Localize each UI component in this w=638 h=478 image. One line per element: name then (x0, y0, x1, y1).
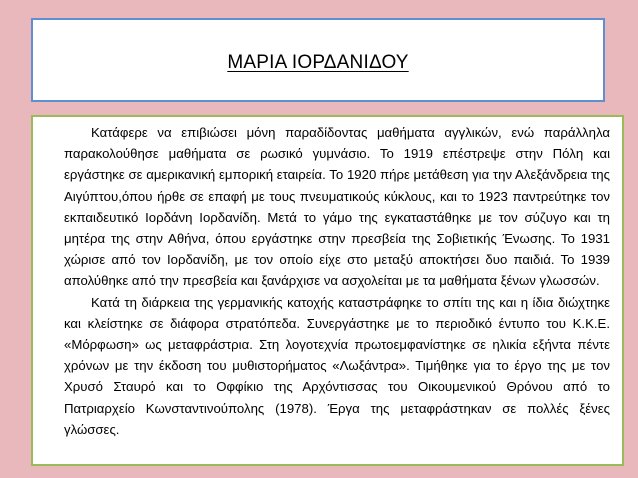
slide-title: ΜΑΡΙΑ ΙΟΡΔΑΝΙΔΟΥ (227, 52, 409, 73)
content-box (31, 115, 624, 466)
title-box (31, 18, 605, 102)
paragraph-biography-later: Κατά τη διάρκεια της γερμανικής κατοχής καταστράφηκε το σπίτι της και η ίδια διώχτηκε και κλείστηκε σε διάφορα στρατόπεδα. Συνεργάστηκε με το περιοδικό έντυπο του Κ.Κ.Ε. «Μόρφωση» ως μεταφράστρια. Στη λογοτεχνία πρωτοεμφανίστηκε σε ηλικία εξήντα πέντε χρόνων με την έκδοση του μυθιστορήματος «Λωξάντρα». Τιμήθηκε για το έργο της με τον Χρυσό Σταυρό και το Οφφίκιο της Αρχόντισσας του Οικουμενικού Θρόνου από το Πατριαρχείο Κωνσταντινούπολης (1978). Έργα της μεταφράστηκαν σε πολλές ξένες γλώσσες. (64, 294, 610, 437)
paragraph-biography-early: Κατάφερε να επιβιώσει μόνη παραδίδοντας μαθήματα αγγλικών, ενώ παράλληλα παρακολούθησε μαθήματα σε ρωσικό γυμνάσιο. Το 1919 επέστρεψε στην Πόλη και εργάστηκε σε αμερικανική εμπορική εταιρεία. Το 1920 πήρε μετάθεση για την Αλεξάνδρεια της Αιγύπτου,όπου ήρθε σε επαφή με τους πνευματικούς κύκλους, και το 1923 παντρεύτηκε τον εκπαιδευτικό Ιορδάνη Ιορδανίδη. Μετά το γάμο της εγκαταστάθηκε με τον σύζυγο και τη μητέρα της στην Αθήνα, όπου εργάστηκε στην πρεσβεία της Σοβιετικής Ένωσης. Το 1931 χώρισε από τον Ιορδανίδη, με τον οποίο είχε στο μεταξύ αποκτήσει δυο παιδιά. Το 1939 απολύθηκε από την πρεσβεία και ξανάρχισε να ασχολείται με τα μαθήματα ξένων γλωσσών. (64, 125, 610, 289)
